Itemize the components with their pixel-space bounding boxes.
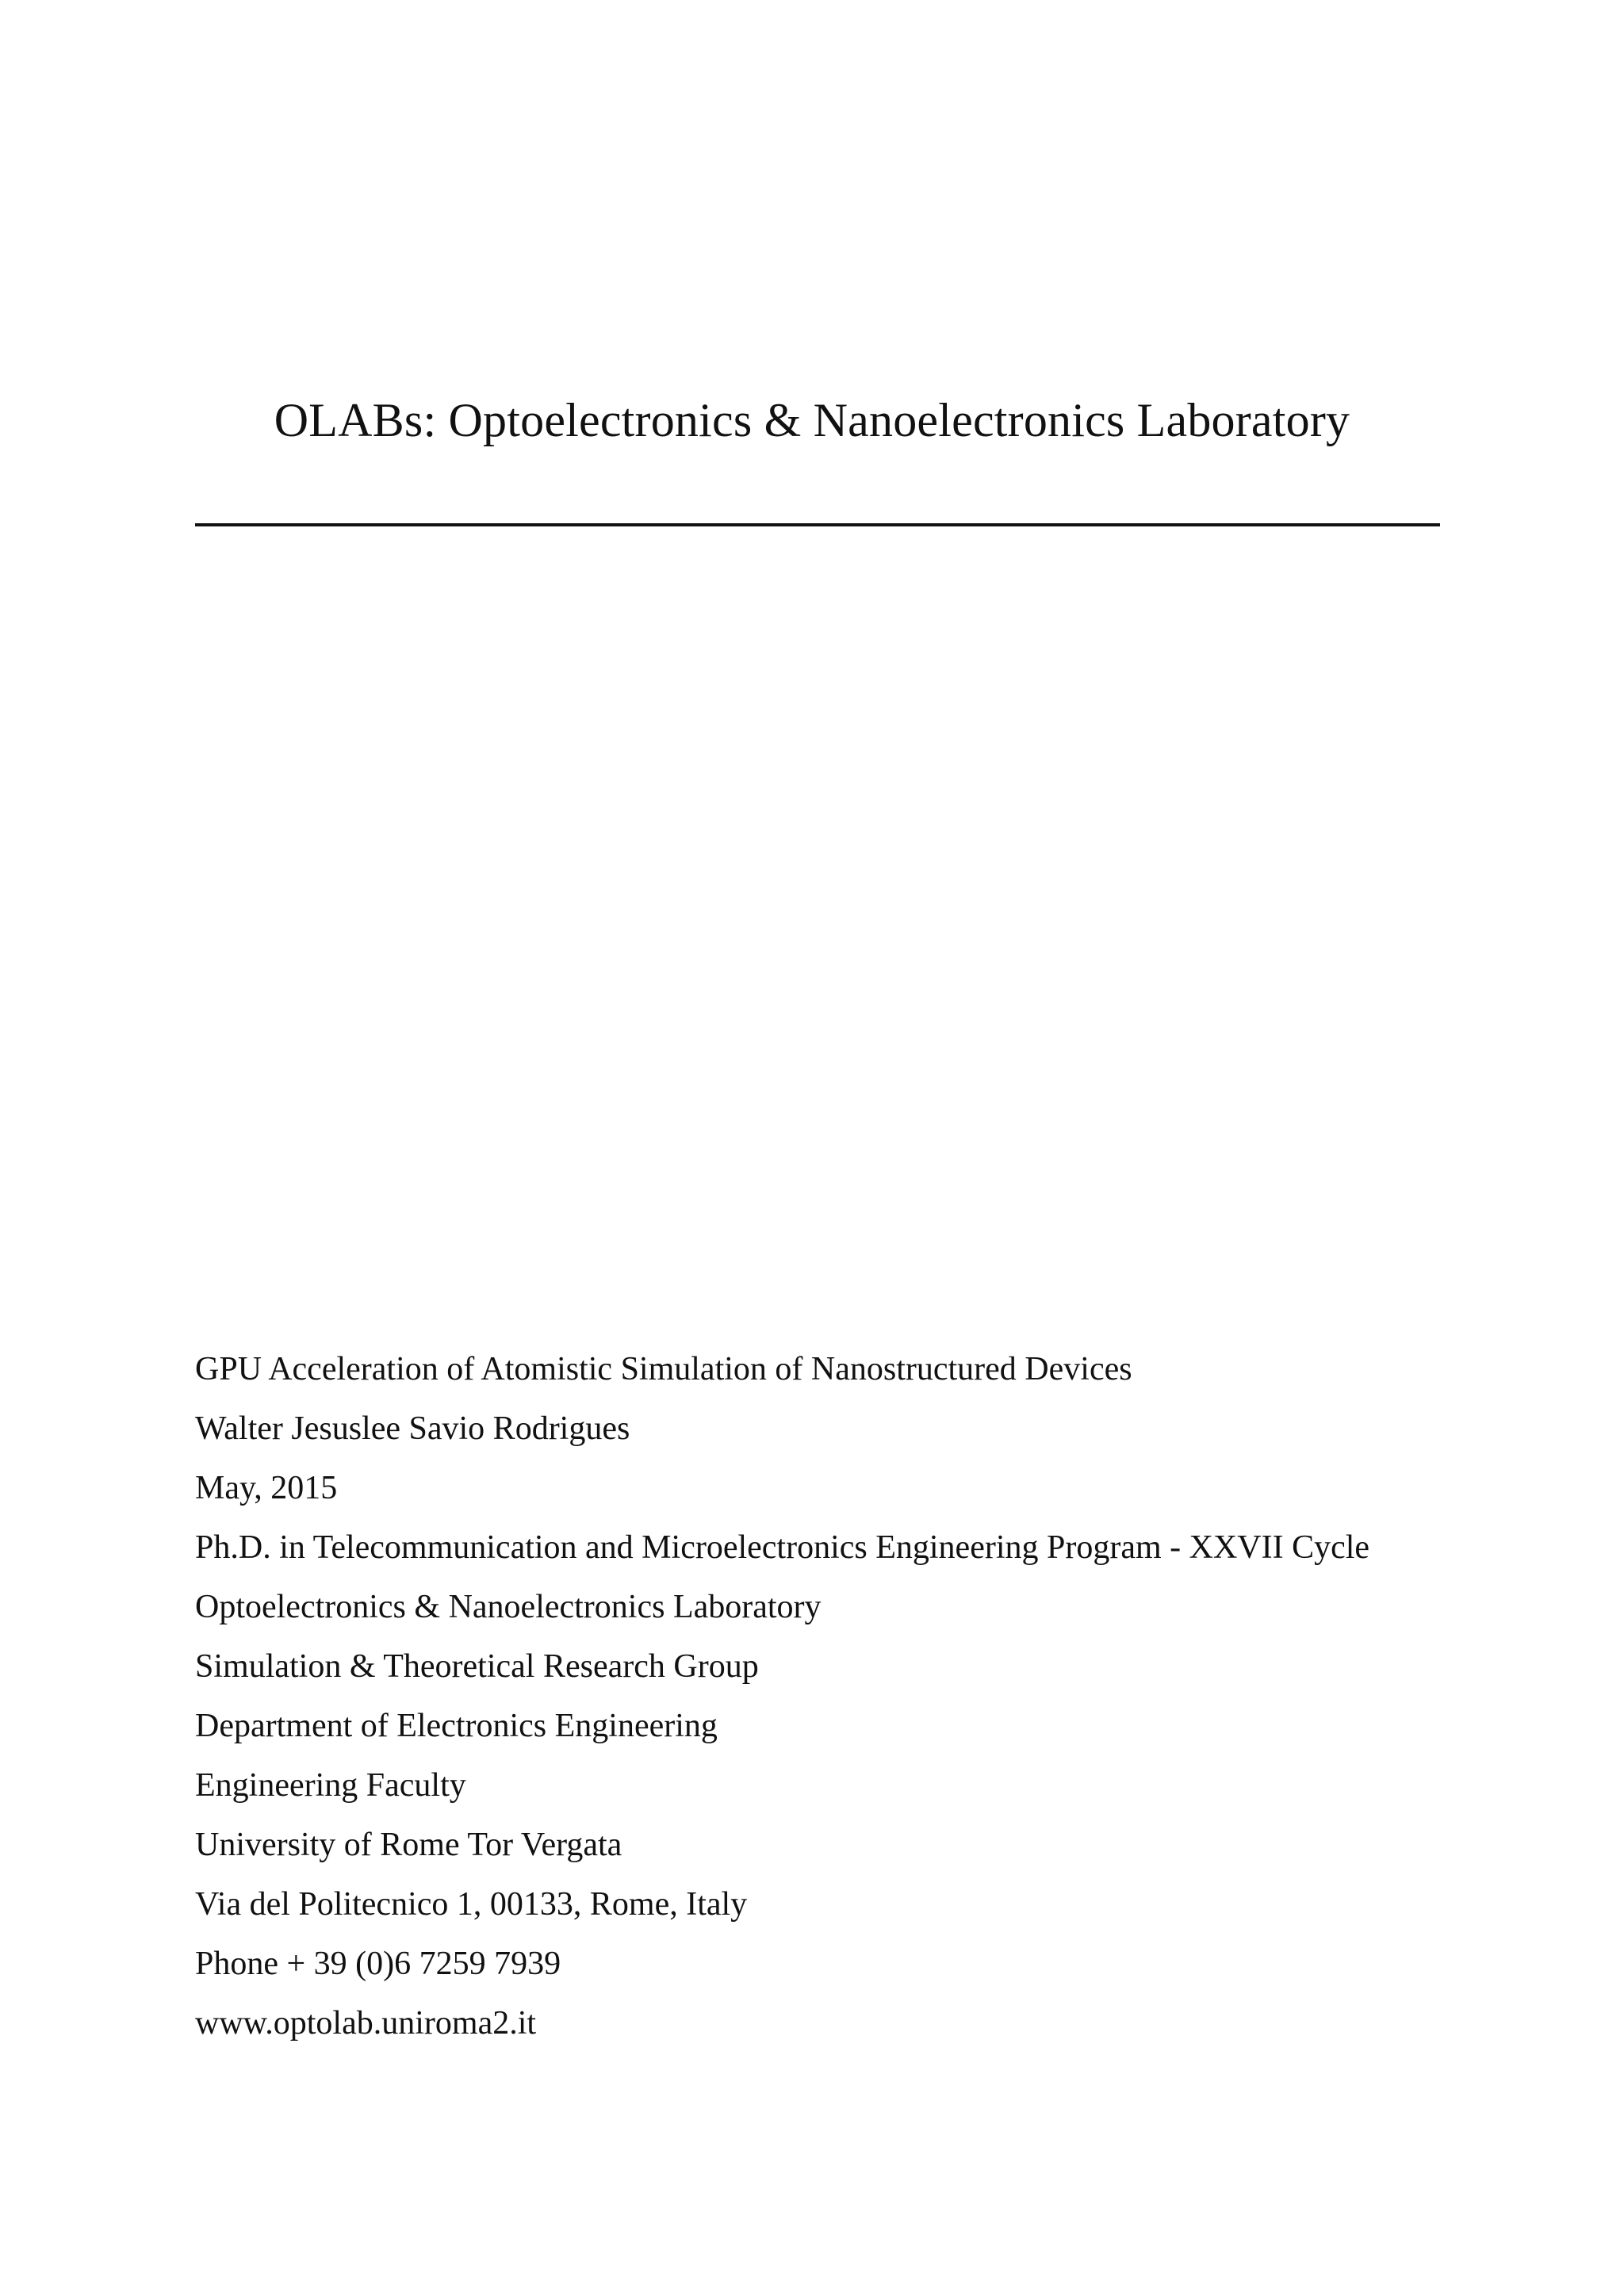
thesis-title: GPU Acceleration of Atomistic Simulation of Nanostructured Devices <box>195 1351 1132 1387</box>
page-title: OLABs: Optoelectronics & Nanoelectronics Laboratory <box>274 394 1350 446</box>
website: www.optolab.uniroma2.it <box>195 2005 537 2042</box>
university: University of Rome Tor Vergata <box>195 1827 622 1863</box>
title-divider <box>195 523 1440 526</box>
info-block <box>195 1340 1464 2053</box>
program: Ph.D. in Telecommunication and Microelectronics Engineering Program - XXVII Cycle <box>195 1529 1370 1566</box>
date: May, 2015 <box>195 1470 338 1506</box>
faculty: Engineering Faculty <box>195 1767 466 1804</box>
laboratory: Optoelectronics & Nanoelectronics Laboratory <box>195 1589 822 1625</box>
department: Department of Electronics Engineering <box>195 1708 718 1744</box>
phone: Phone + 39 (0)6 7259 7939 <box>195 1946 561 1982</box>
author-name: Walter Jesuslee Savio Rodrigues <box>195 1410 630 1447</box>
research-group: Simulation & Theoretical Research Group <box>195 1648 759 1685</box>
address: Via del Politecnico 1, 00133, Rome, Italy <box>195 1886 748 1923</box>
